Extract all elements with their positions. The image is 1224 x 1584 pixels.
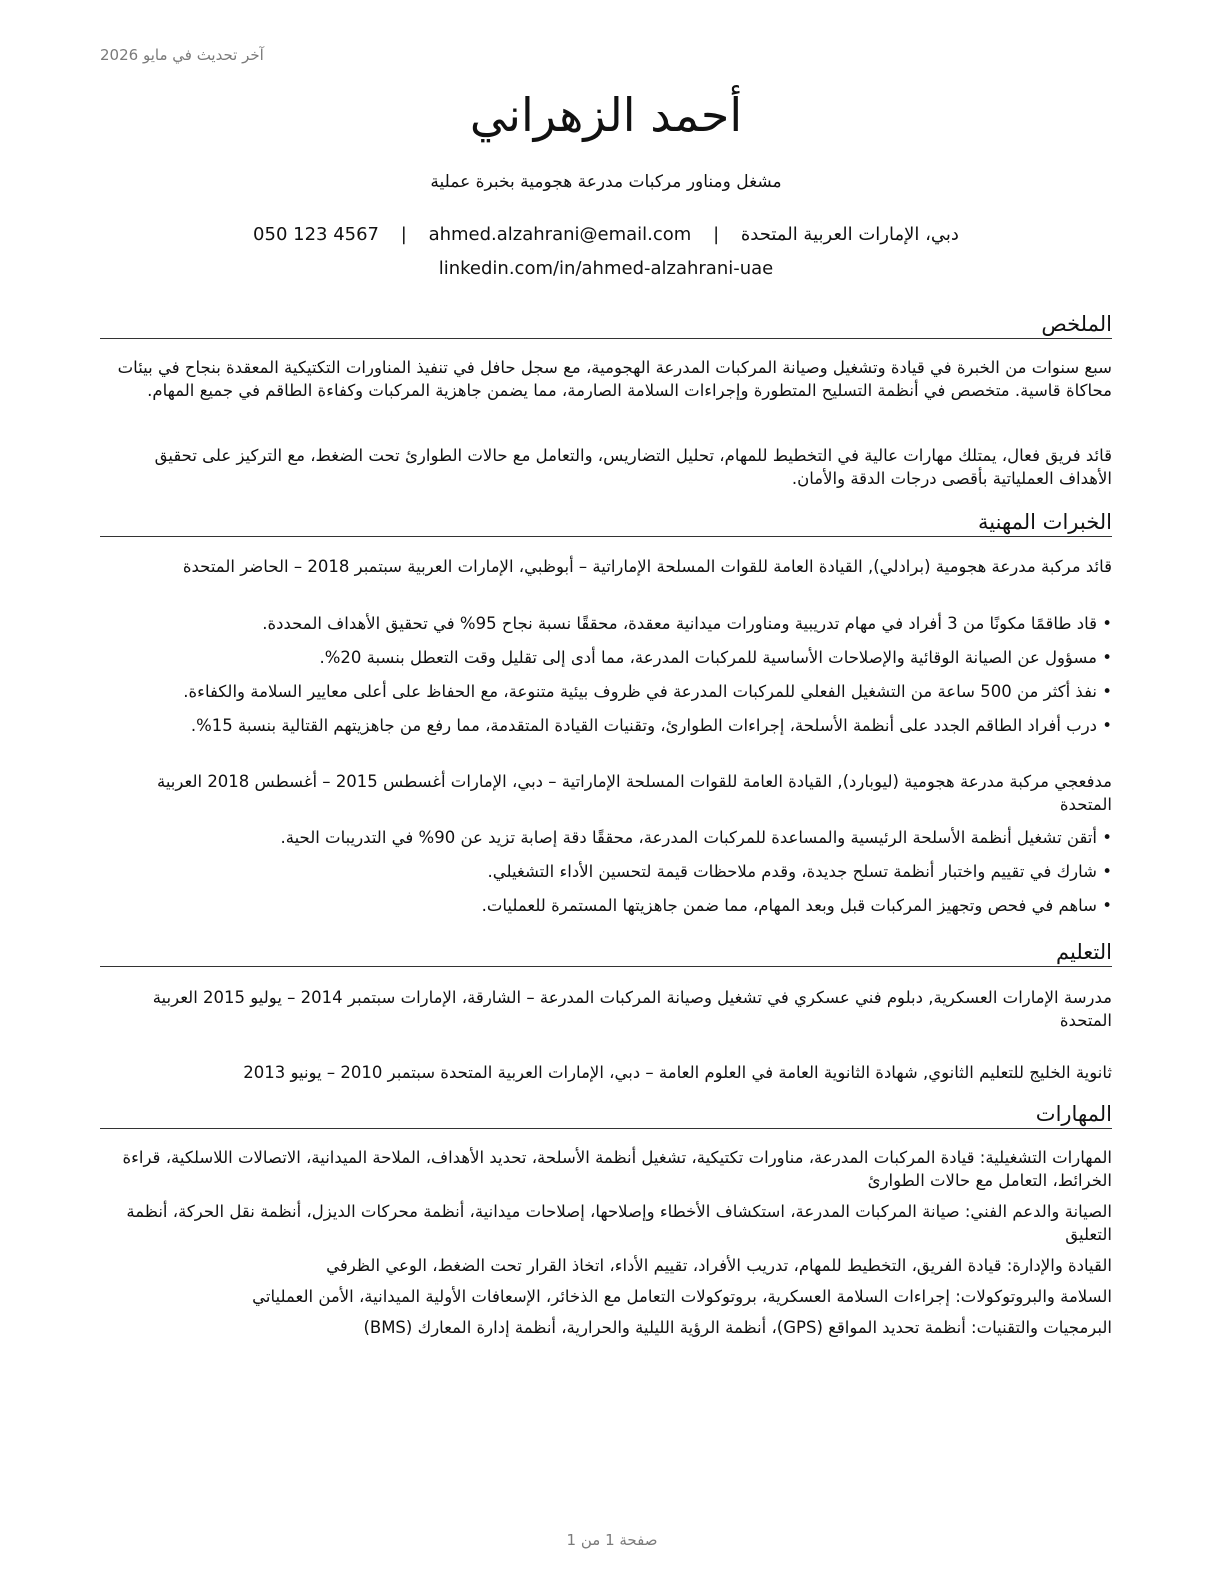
candidate-name: أحمد الزهراني xyxy=(469,88,743,142)
skills-list xyxy=(100,1146,1112,1347)
section-title-summary: الملخص xyxy=(100,312,1112,339)
summary-paragraph: سبع سنوات من الخبرة في قيادة وتشغيل وصيانة المركبات المدرعة الهجومية، مع سجل حافل في تنفيذ المناورات التكتيكية المعقدة بنجاح في بيئات محاكاة قاسية. متخصص في أنظمة التسليح المتطورة وإجراءات السلامة الصارمة، مما يضمن جاهزية المركبات وكفاءة الطاقم في جميع المهام. xyxy=(117,358,1112,400)
job-heading: قائد مركبة مدرعة هجومية (برادلي), القيادة العامة للقوات المسلحة الإماراتية – أبوظبي، الإمارات العربية سبتمبر 2018 – الحاضر المتحدة xyxy=(182,557,1112,576)
list-item: • درب أفراد الطاقم الجدد على أنظمة الأسلحة، إجراءات الطوارئ، وتقنيات القيادة المتقدمة، مما رفع من جاهزيتهم القتالية بنسبة 15%. xyxy=(100,714,1112,737)
education-item: ثانوية الخليج للتعليم الثانوي, شهادة الثانوية العامة في العلوم العامة – دبي، الإمارات العربية المتحدة سبتمبر 2010 – يونيو 2013 xyxy=(243,1063,1112,1082)
separator: | xyxy=(713,224,720,245)
last-updated: آخر تحديث في مايو 2026 xyxy=(100,46,264,64)
separator: | xyxy=(400,224,407,245)
list-item: • ساهم في فحص وتجهيز المركبات قبل وبعد المهام، مما ضمن جاهزيتها المستمرة للعمليات. xyxy=(100,894,1112,917)
section-title-experience: الخبرات المهنية xyxy=(100,510,1112,537)
job-bullets xyxy=(100,826,1112,928)
job-heading: مدفعجي مركبة مدرعة هجومية (ليوبارد), القيادة العامة للقوات المسلحة الإماراتية – دبي، الإمارات أغسطس 2015 – أغسطس 2018 العربية المتحدة xyxy=(156,772,1112,814)
list-item: • قاد طاقمًا مكونًا من 3 أفراد في مهام تدريبية ومناورات ميدانية معقدة، محققًا نسبة نجاح 95% في تحقيق الأهداف المحددة. xyxy=(100,612,1112,635)
skill-line: السلامة والبروتوكولات: إجراءات السلامة العسكرية، بروتوكولات التعامل مع الذخائر، الإسعافات الأولية الميدانية، الأمن العملياتي xyxy=(252,1287,1112,1306)
location: دبي، الإمارات العربية المتحدة xyxy=(740,224,959,245)
email[interactable]: ahmed.alzahrani@email.com xyxy=(428,224,692,245)
candidate-tagline: مشغل ومناور مركبات مدرعة هجومية بخبرة عملية xyxy=(430,172,782,192)
section-title-skills: المهارات xyxy=(100,1102,1112,1129)
education-item: مدرسة الإمارات العسكرية, دبلوم فني عسكري في تشغيل وصيانة المركبات المدرعة – الشارقة، الإمارات سبتمبر 2014 – يوليو 2015 العربية المتحدة xyxy=(152,988,1112,1030)
list-item: • نفذ أكثر من 500 ساعة من التشغيل الفعلي للمركبات المدرعة في ظروف بيئية متنوعة، مع الحفاظ على أعلى معايير السلامة والكفاءة. xyxy=(100,680,1112,703)
list-item: • شارك في تقييم واختبار أنظمة تسلح جديدة، وقدم ملاحظات قيمة لتحسين الأداء التشغيلي. xyxy=(100,860,1112,883)
job-bullets xyxy=(100,612,1112,748)
skill-line: البرمجيات والتقنيات: أنظمة تحديد المواقع (GPS)، أنظمة الرؤية الليلية والحرارية، أنظمة إدارة المعارك (BMS) xyxy=(363,1318,1112,1337)
skill-line: المهارات التشغيلية: قيادة المركبات المدرعة، مناورات تكتيكية، تشغيل أنظمة الأسلحة، تحديد الأهداف، الملاحة الميدانية، الاتصالات اللاسلكية، قراءة الخرائط، التعامل مع حالات الطوارئ xyxy=(122,1148,1112,1190)
page-number: صفحة 1 من 1 xyxy=(566,1531,658,1549)
contact-line xyxy=(100,224,1112,245)
summary-paragraph: قائد فريق فعال، يمتلك مهارات عالية في التخطيط للمهام، تحليل التضاريس، والتعامل مع حالات الطوارئ تحت الضغط، مع التركيز على تحقيق الأهداف العملياتية بأقصى درجات الدقة والأمان. xyxy=(154,446,1112,488)
linkedin-link[interactable]: linkedin.com/in/ahmed-alzahrani-uae xyxy=(438,258,774,279)
skill-line: القيادة والإدارة: قيادة الفريق، التخطيط للمهام، تدريب الأفراد، تقييم الأداء، اتخاذ القرار تحت الضغط، الوعي الظرفي xyxy=(326,1256,1112,1275)
section-title-education: التعليم xyxy=(100,940,1112,967)
list-item: • مسؤول عن الصيانة الوقائية والإصلاحات الأساسية للمركبات المدرعة، مما أدى إلى تقليل وقت التعطل بنسبة 20%. xyxy=(100,646,1112,669)
phone: 050 123 4567 xyxy=(253,224,380,245)
list-item: • أتقن تشغيل أنظمة الأسلحة الرئيسية والمساعدة للمركبات المدرعة، محققًا دقة إصابة تزيد عن 90% في التدريبات الحية. xyxy=(100,826,1112,849)
skill-line: الصيانة والدعم الفني: صيانة المركبات المدرعة، استكشاف الأخطاء وإصلاحها، إصلاحات ميدانية، أنظمة محركات الديزل، أنظمة نقل الحركة، أنظمة التعليق xyxy=(126,1202,1112,1244)
